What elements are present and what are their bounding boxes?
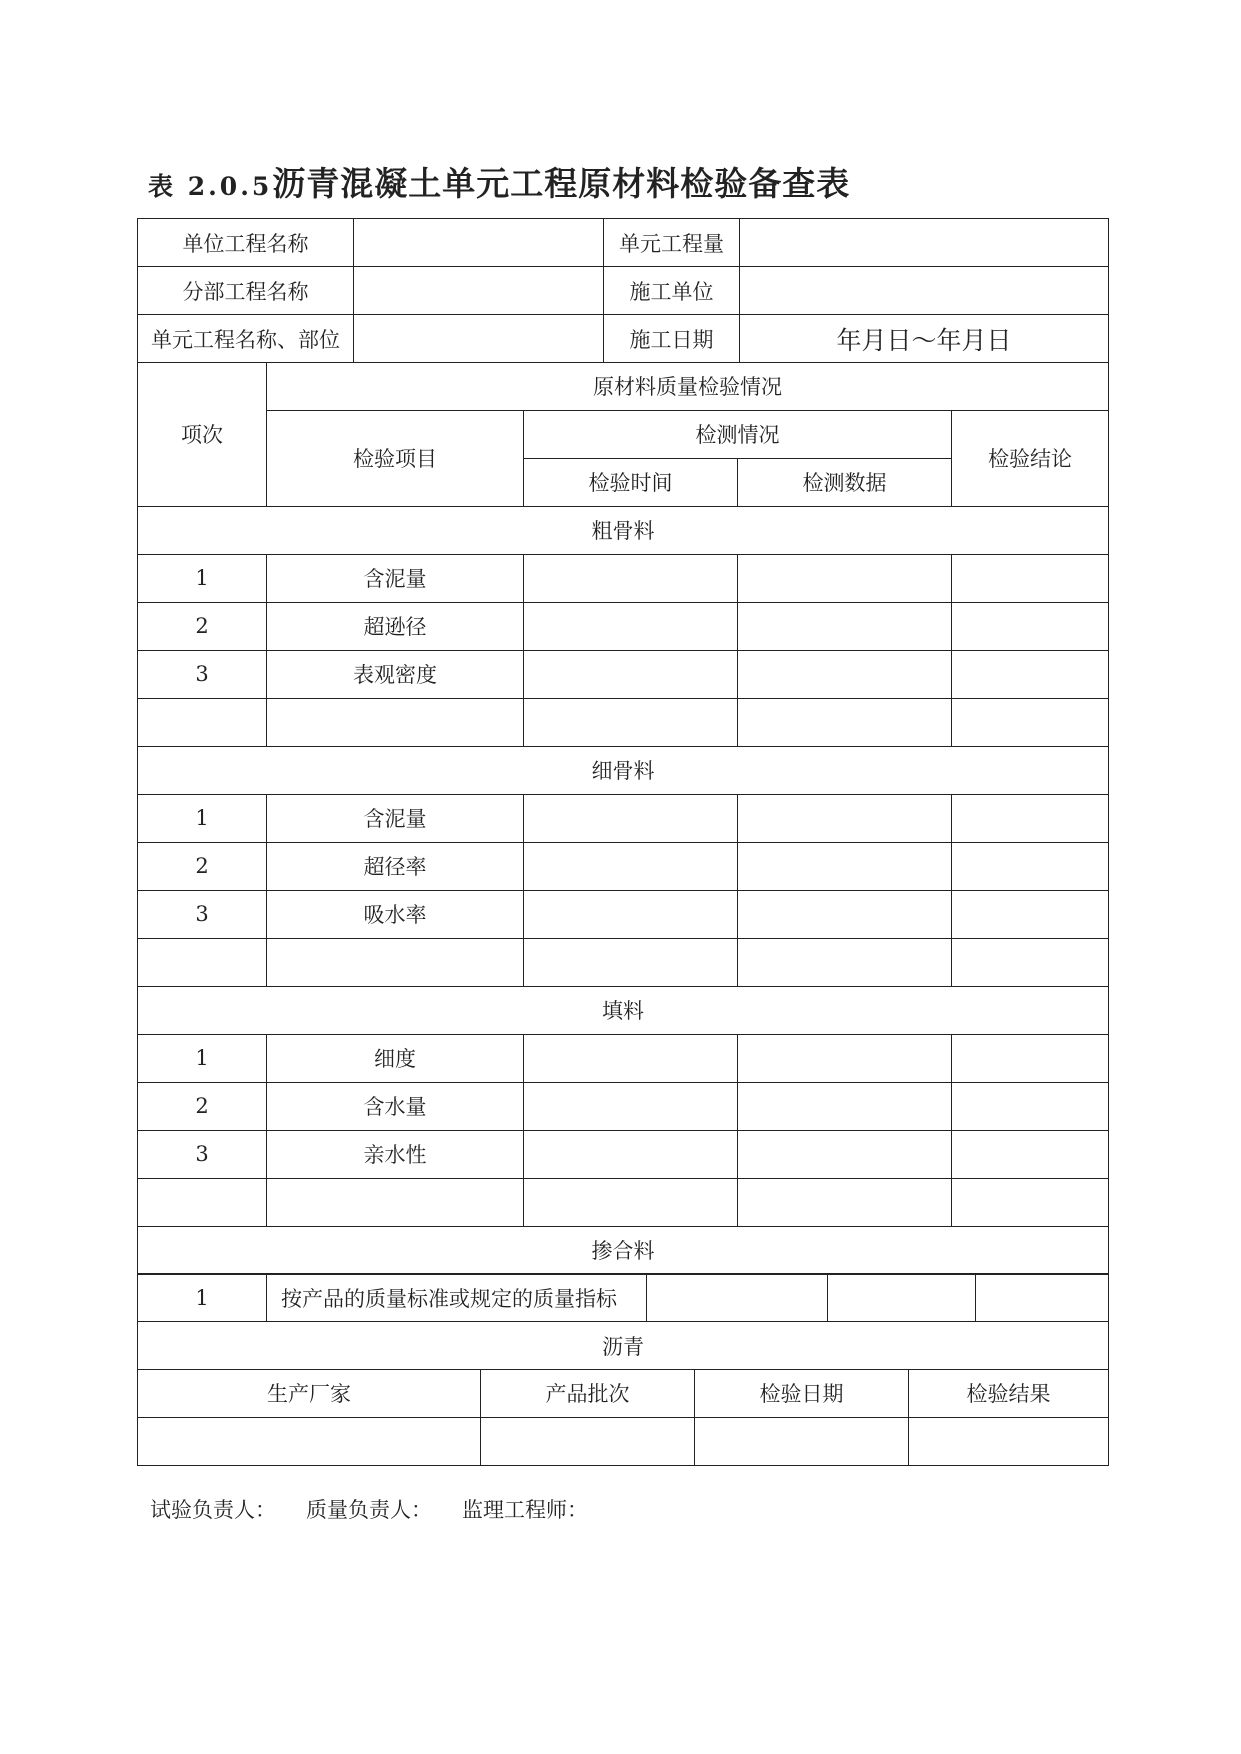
row-no: 3 — [138, 1130, 267, 1178]
time-field[interactable] — [524, 602, 738, 650]
construction-unit-label: 施工单位 — [604, 267, 740, 315]
row-no: 1 — [138, 794, 267, 842]
row-no[interactable] — [138, 938, 267, 986]
table-row — [138, 1178, 1109, 1226]
time-field[interactable] — [524, 842, 738, 890]
time-field[interactable] — [524, 794, 738, 842]
batch-header: 产品批次 — [481, 1369, 695, 1417]
time-field[interactable] — [524, 1130, 738, 1178]
asphalt-title: 沥青 — [138, 1322, 1109, 1370]
coarse-aggregate-title: 粗骨料 — [138, 506, 1109, 554]
time-field[interactable] — [524, 650, 738, 698]
admixture-title: 掺合料 — [138, 1226, 1109, 1274]
inspection-time-header: 检验时间 — [524, 458, 738, 506]
row-no: 1 — [138, 554, 267, 602]
row-no[interactable] — [138, 1178, 267, 1226]
table-title: 沥青混凝土单元工程原材料检验备查表 — [272, 164, 851, 203]
time-field[interactable] — [524, 698, 738, 746]
conclusion-field[interactable] — [952, 554, 1109, 602]
conclusion-field[interactable] — [952, 842, 1109, 890]
conclusion-field[interactable] — [976, 1274, 1109, 1322]
data-field[interactable] — [738, 842, 952, 890]
item-no-header: 项次 — [138, 362, 267, 506]
filler-title: 填料 — [138, 986, 1109, 1034]
inspection-table — [137, 362, 1109, 1275]
table-row — [138, 1417, 1109, 1465]
table-row — [138, 602, 1109, 650]
unit-name-location-field[interactable] — [354, 315, 604, 363]
sub-project-name-field[interactable] — [354, 267, 604, 315]
detection-header: 检测情况 — [524, 410, 952, 458]
table-row — [138, 890, 1109, 938]
conclusion-field[interactable] — [952, 938, 1109, 986]
conclusion-field[interactable] — [952, 650, 1109, 698]
row-no[interactable] — [138, 698, 267, 746]
detection-data-header: 检测数据 — [738, 458, 952, 506]
conclusion-field[interactable] — [952, 794, 1109, 842]
table-row — [138, 1082, 1109, 1130]
conclusion-field[interactable] — [952, 1178, 1109, 1226]
row-no: 1 — [138, 1034, 267, 1082]
data-field[interactable] — [738, 1034, 952, 1082]
manufacturer-header: 生产厂家 — [138, 1369, 481, 1417]
table-row — [138, 1130, 1109, 1178]
conclusion-field[interactable] — [952, 890, 1109, 938]
data-field[interactable] — [738, 698, 952, 746]
data-field[interactable] — [738, 1082, 952, 1130]
row-item: 表观密度 — [267, 650, 524, 698]
row-item: 亲水性 — [267, 1130, 524, 1178]
sub-project-name-label: 分部工程名称 — [138, 267, 354, 315]
test-date-field[interactable] — [695, 1417, 909, 1465]
row-item: 含水量 — [267, 1082, 524, 1130]
unit-quantity-field[interactable] — [740, 219, 1109, 267]
inspection-item-header: 检验项目 — [267, 410, 524, 506]
data-field[interactable] — [738, 1178, 952, 1226]
info-table — [137, 218, 1109, 363]
data-field[interactable] — [738, 1130, 952, 1178]
test-result-header: 检验结果 — [909, 1369, 1109, 1417]
row-item: 含泥量 — [267, 554, 524, 602]
data-field[interactable] — [738, 938, 952, 986]
data-field[interactable] — [828, 1274, 976, 1322]
time-field[interactable] — [647, 1274, 828, 1322]
data-field[interactable] — [738, 650, 952, 698]
row-item: 含泥量 — [267, 794, 524, 842]
supervisor-signature-label: 监理工程师： — [462, 1498, 588, 1522]
row-item: 按产品的质量标准或规定的质量指标 — [267, 1274, 647, 1322]
data-field[interactable] — [738, 890, 952, 938]
time-field[interactable] — [524, 938, 738, 986]
test-date-header: 检验日期 — [695, 1369, 909, 1417]
conclusion-header: 检验结论 — [952, 410, 1109, 506]
table-row — [138, 650, 1109, 698]
row-no: 2 — [138, 1082, 267, 1130]
table-number: 表 2.0.5 — [148, 172, 273, 201]
row-no: 2 — [138, 842, 267, 890]
time-field[interactable] — [524, 1034, 738, 1082]
conclusion-field[interactable] — [952, 1082, 1109, 1130]
quality-inspection-header: 原材料质量检验情况 — [267, 362, 1109, 410]
time-field[interactable] — [524, 1082, 738, 1130]
table-row — [138, 1034, 1109, 1082]
table-row — [138, 554, 1109, 602]
asphalt-table — [137, 1369, 1109, 1466]
row-item[interactable] — [267, 1178, 524, 1226]
row-item: 超径率 — [267, 842, 524, 890]
conclusion-field[interactable] — [952, 698, 1109, 746]
row-item[interactable] — [267, 938, 524, 986]
construction-date-label: 施工日期 — [604, 315, 740, 363]
conclusion-field[interactable] — [952, 602, 1109, 650]
row-no: 1 — [138, 1274, 267, 1322]
table-row — [138, 1274, 1109, 1322]
batch-field[interactable] — [481, 1417, 695, 1465]
quality-signature-label: 质量负责人： — [306, 1498, 432, 1522]
row-item: 超逊径 — [267, 602, 524, 650]
test-result-field[interactable] — [909, 1417, 1109, 1465]
table-row — [138, 842, 1109, 890]
conclusion-field[interactable] — [952, 1034, 1109, 1082]
construction-date-field[interactable]: 年月日～年月日 — [740, 315, 1109, 363]
unit-project-name-field[interactable] — [354, 219, 604, 267]
data-field[interactable] — [738, 554, 952, 602]
data-field[interactable] — [738, 794, 952, 842]
signature-line — [150, 1494, 618, 1524]
time-field[interactable] — [524, 1178, 738, 1226]
time-field[interactable] — [524, 554, 738, 602]
conclusion-field[interactable] — [952, 1130, 1109, 1178]
manufacturer-field[interactable] — [138, 1417, 481, 1465]
fine-aggregate-title: 细骨料 — [138, 746, 1109, 794]
row-item: 吸水率 — [267, 890, 524, 938]
data-field[interactable] — [738, 602, 952, 650]
inspection-form — [137, 218, 1108, 1466]
table-row — [138, 794, 1109, 842]
table-row — [138, 938, 1109, 986]
row-item[interactable] — [267, 698, 524, 746]
construction-unit-field[interactable] — [740, 267, 1109, 315]
unit-name-location-label: 单元工程名称、部位 — [138, 315, 354, 363]
tester-signature-label: 试验负责人： — [150, 1498, 276, 1522]
row-no: 3 — [138, 890, 267, 938]
unit-quantity-label: 单元工程量 — [604, 219, 740, 267]
time-field[interactable] — [524, 890, 738, 938]
row-no: 3 — [138, 650, 267, 698]
admixture-table — [137, 1273, 1109, 1370]
unit-project-name-label: 单位工程名称 — [138, 219, 354, 267]
page-title — [148, 158, 850, 205]
row-item: 细度 — [267, 1034, 524, 1082]
row-no: 2 — [138, 602, 267, 650]
table-row — [138, 698, 1109, 746]
